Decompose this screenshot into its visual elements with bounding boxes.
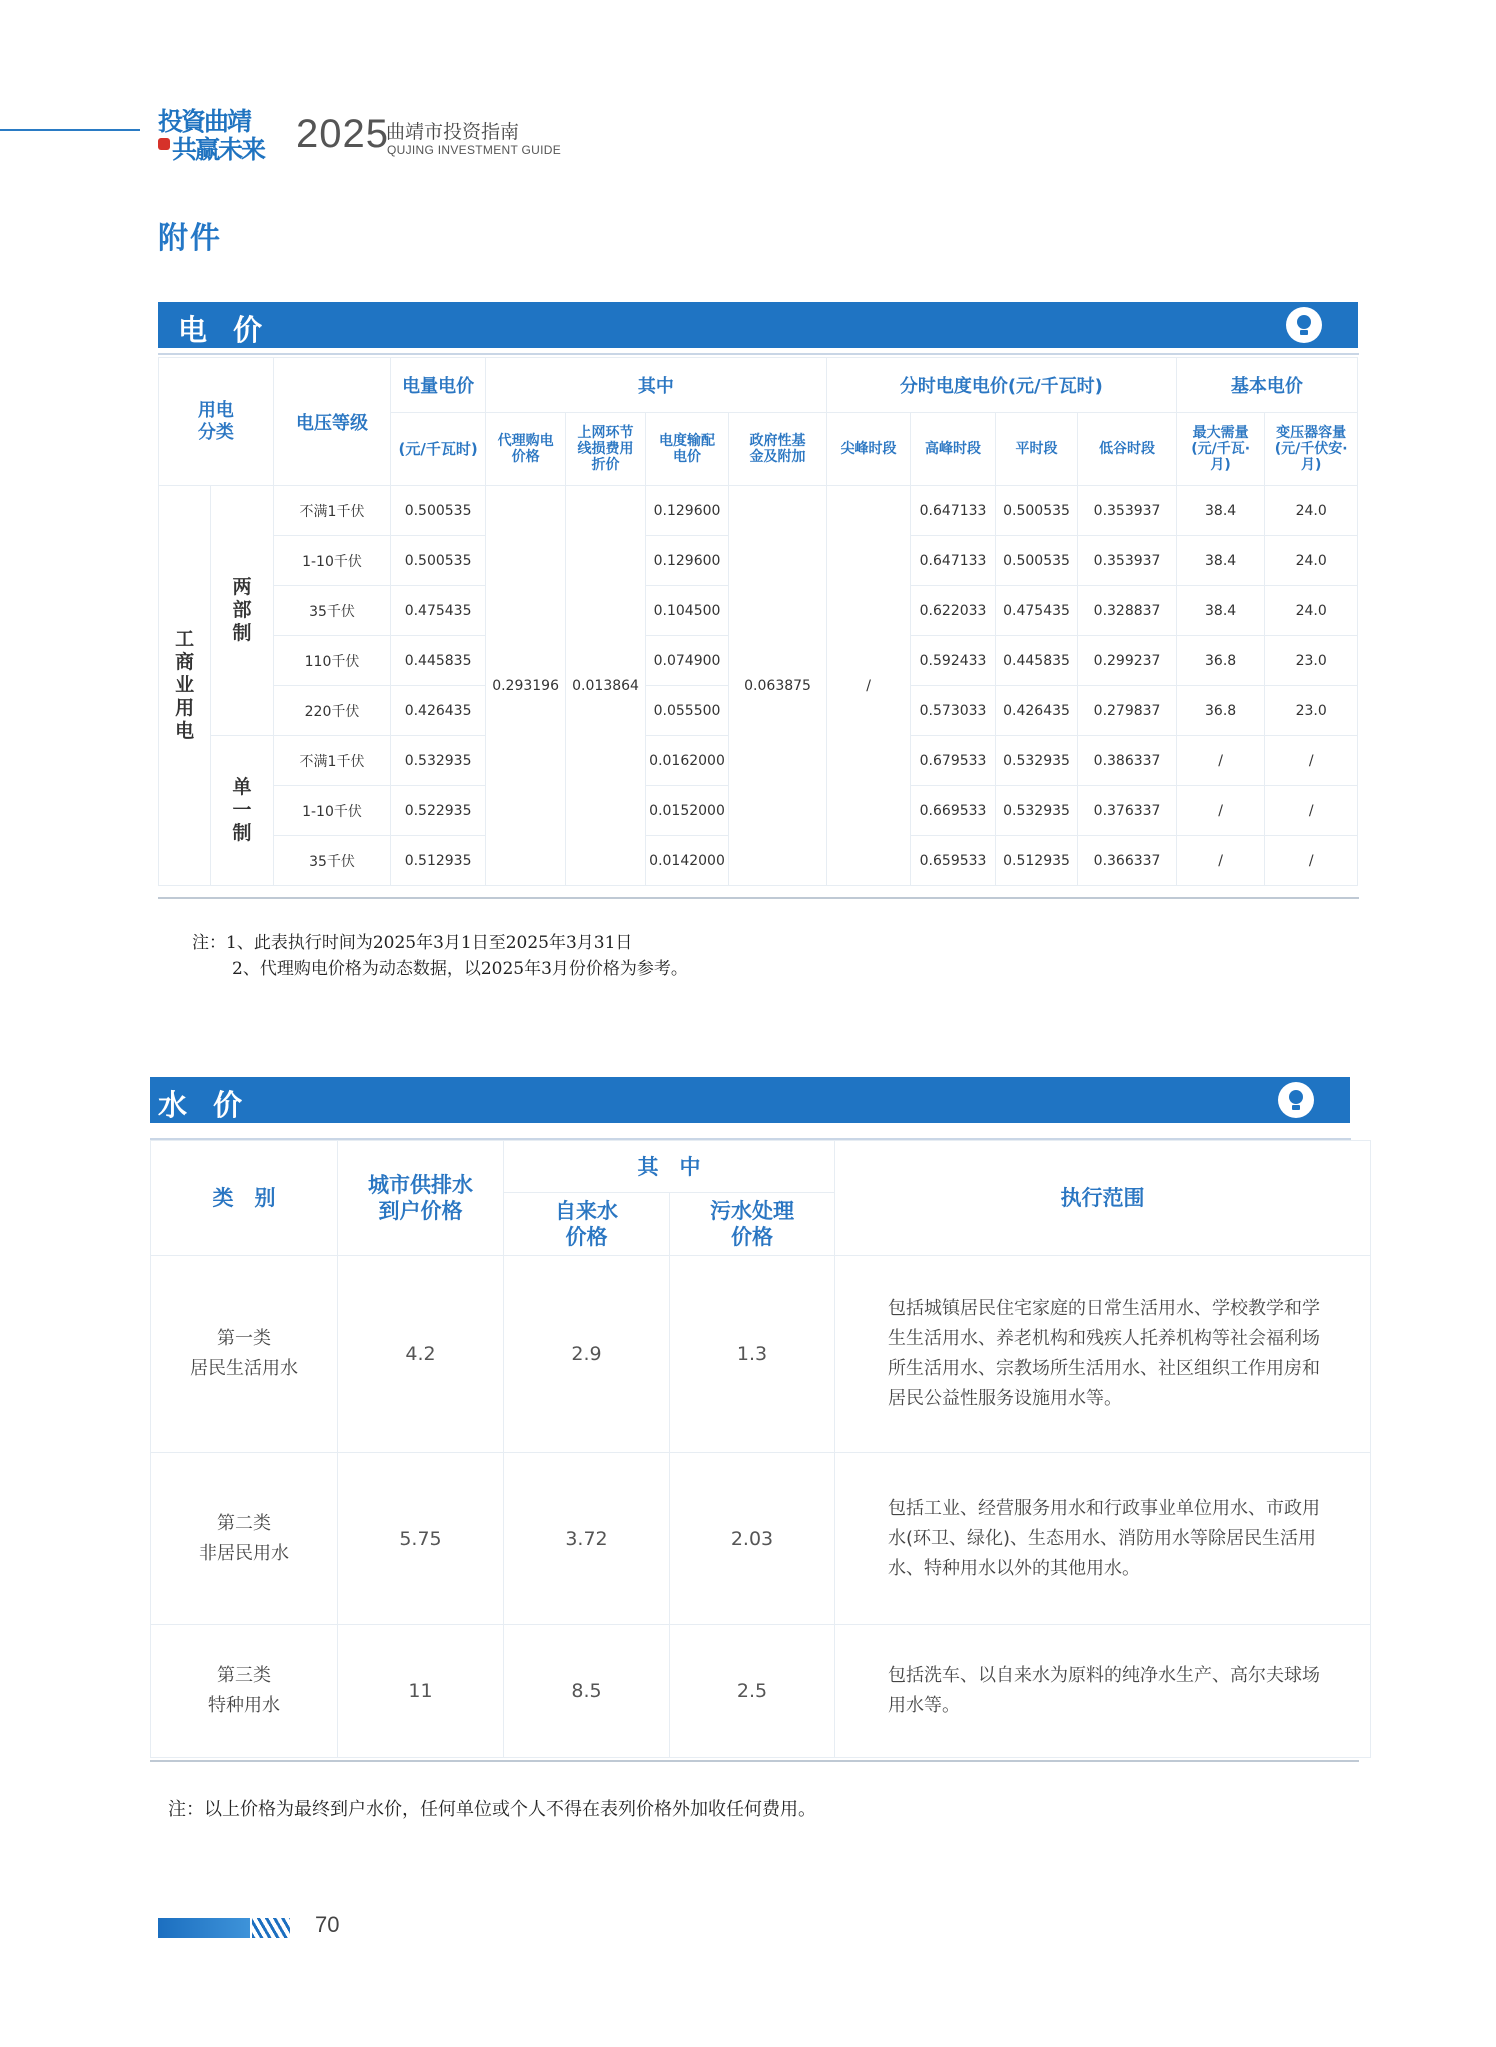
max-demand-cell: 38.4	[1176, 486, 1265, 536]
water-note: 注：以上价格为最终到户水价，任何单位或个人不得在表列价格外加收任何费用。	[168, 1799, 816, 1820]
valley-cell: 0.353937	[1078, 486, 1177, 536]
footer-stripes	[252, 1918, 290, 1938]
water-city-cell: 5.75	[338, 1453, 504, 1625]
header-peak-sharp: 尖峰时段	[826, 413, 910, 486]
water-class-cell: 第一类 居民生活用水	[151, 1256, 338, 1453]
header-transmission: 电度输配电价	[645, 413, 728, 486]
peak-cell: 0.669533	[911, 786, 995, 836]
transmission-cell: 0.055500	[645, 686, 728, 736]
electricity-section-bar	[158, 302, 1358, 348]
header-basic: 基本电价	[1176, 358, 1357, 413]
peak-cell: 0.592433	[911, 636, 995, 686]
header-energy-unit: (元/千瓦时)	[391, 413, 486, 486]
water-tap-cell: 8.5	[504, 1625, 670, 1758]
water-header-tap: 自来水价格	[504, 1193, 670, 1256]
energy-cell: 0.522935	[391, 786, 486, 836]
water-price-table	[150, 1140, 1371, 1758]
header-rule	[0, 129, 140, 131]
transformer-cell: 24.0	[1265, 586, 1358, 636]
voltage-cell: 110千伏	[273, 636, 391, 686]
voltage-cell: 35千伏	[273, 586, 391, 636]
electricity-note	[192, 930, 688, 982]
energy-cell: 0.532935	[391, 736, 486, 786]
energy-cell: 0.426435	[391, 686, 486, 736]
flat-cell: 0.512935	[995, 836, 1077, 886]
water-sewage-cell: 2.03	[670, 1453, 835, 1625]
transmission-cell: 0.0142000	[645, 836, 728, 886]
water-section-bar	[150, 1077, 1350, 1123]
peak-cell: 0.659533	[911, 836, 995, 886]
water-scope-cell: 包括城镇居民住宅家庭的日常生活用水、学校教学和学生生活用水、养老机构和残疾人托养机构等社会福利场所生活用水、宗教场所生活用水、社区组织工作用房和居民公益性服务设施用水等。	[835, 1256, 1371, 1453]
valley-cell: 0.366337	[1078, 836, 1177, 886]
transmission-cell: 0.129600	[645, 486, 728, 536]
gov-fund-cell: 0.063875	[729, 486, 827, 886]
header-peak: 高峰时段	[911, 413, 995, 486]
header-guide-cn: 曲靖市投资指南	[386, 121, 520, 143]
group-single: 单一制	[211, 736, 273, 886]
transformer-cell: /	[1265, 736, 1358, 786]
electricity-price-table	[158, 357, 1358, 886]
header-agent-purchase: 代理购电价格	[485, 413, 565, 486]
header-valley: 低谷时段	[1078, 413, 1177, 486]
water-tap-cell: 3.72	[504, 1453, 670, 1625]
transformer-cell: 24.0	[1265, 486, 1358, 536]
water-header-including: 其 中	[504, 1141, 835, 1193]
energy-cell: 0.500535	[391, 486, 486, 536]
water-header-sewage: 污水处理价格	[670, 1193, 835, 1256]
table-row	[151, 1453, 1371, 1625]
water-class-cell: 第三类 特种用水	[151, 1625, 338, 1758]
grid-loss-cell: 0.013864	[566, 486, 645, 886]
valley-cell: 0.353937	[1078, 536, 1177, 586]
header-energy-price: 电量电价	[391, 358, 486, 413]
logo-seal-icon	[158, 138, 170, 150]
page-number: 70	[315, 1912, 340, 1937]
water-tap-cell: 2.9	[504, 1256, 670, 1453]
logo	[158, 102, 283, 162]
header-category: 用电分类	[159, 358, 274, 486]
voltage-cell: 220千伏	[273, 686, 391, 736]
header-year: 2025	[296, 112, 389, 156]
energy-cell: 0.475435	[391, 586, 486, 636]
max-demand-cell: /	[1176, 786, 1265, 836]
peak-cell: 0.573033	[911, 686, 995, 736]
transmission-cell: 0.074900	[645, 636, 728, 686]
header-max-demand: 最大需量(元/千瓦·月)	[1176, 413, 1265, 486]
flat-cell: 0.500535	[995, 486, 1077, 536]
water-city-cell: 11	[338, 1625, 504, 1758]
transformer-cell: 23.0	[1265, 686, 1358, 736]
max-demand-cell: /	[1176, 836, 1265, 886]
peak-cell: 0.647133	[911, 536, 995, 586]
transformer-cell: /	[1265, 786, 1358, 836]
transformer-cell: 23.0	[1265, 636, 1358, 686]
peak-cell: 0.647133	[911, 486, 995, 536]
voltage-cell: 不满1千伏	[273, 486, 391, 536]
electricity-bar-underline	[158, 353, 1359, 355]
header-including: 其中	[485, 358, 826, 413]
water-scope-cell: 包括洗车、以自来水为原料的纯净水生产、高尔夫球场用水等。	[835, 1625, 1371, 1758]
logo-text-top: 投資曲靖	[158, 107, 251, 136]
group-two-part: 两部制	[211, 486, 273, 736]
lightbulb-icon	[1286, 307, 1322, 343]
valley-cell: 0.279837	[1078, 686, 1177, 736]
header-guide-en: QUJING INVESTMENT GUIDE	[387, 143, 562, 157]
peak-cell: 0.679533	[911, 736, 995, 786]
electricity-note-line1: 注：1、此表执行时间为2025年3月1日至2025年3月31日	[192, 933, 633, 953]
max-demand-cell: 38.4	[1176, 586, 1265, 636]
valley-cell: 0.376337	[1078, 786, 1177, 836]
table-row	[151, 1625, 1371, 1758]
flat-cell: 0.532935	[995, 736, 1077, 786]
voltage-cell: 1-10千伏	[273, 786, 391, 836]
water-sewage-cell: 2.5	[670, 1625, 835, 1758]
water-table-bottom-rule	[150, 1760, 1359, 1762]
energy-cell: 0.445835	[391, 636, 486, 686]
footer-bar	[158, 1918, 250, 1938]
flat-cell: 0.445835	[995, 636, 1077, 686]
transformer-cell: /	[1265, 836, 1358, 886]
water-scope-cell: 包括工业、经营服务用水和行政事业单位用水、市政用水(环卫、绿化)、生态用水、消防用水等除居民生活用水、特种用水以外的其他用水。	[835, 1453, 1371, 1625]
flat-cell: 0.475435	[995, 586, 1077, 636]
water-header-category: 类 别	[151, 1141, 338, 1256]
transmission-cell: 0.0152000	[645, 786, 728, 836]
page-title: 附件	[158, 221, 222, 256]
flat-cell: 0.426435	[995, 686, 1077, 736]
transformer-cell: 24.0	[1265, 536, 1358, 586]
water-header-scope: 执行范围	[835, 1141, 1371, 1256]
transmission-cell: 0.0162000	[645, 736, 728, 786]
energy-cell: 0.500535	[391, 536, 486, 586]
flat-cell: 0.500535	[995, 536, 1077, 586]
max-demand-cell: 38.4	[1176, 536, 1265, 586]
water-section-title: 水价	[158, 1088, 269, 1122]
table-row	[151, 1256, 1371, 1453]
water-header-city-price: 城市供排水到户价格	[338, 1141, 504, 1256]
flat-cell: 0.532935	[995, 786, 1077, 836]
water-city-cell: 4.2	[338, 1256, 504, 1453]
max-demand-cell: 36.8	[1176, 686, 1265, 736]
energy-cell: 0.512935	[391, 836, 486, 886]
max-demand-cell: /	[1176, 736, 1265, 786]
electricity-table-bottom-rule	[158, 897, 1359, 899]
category-commercial: 工商业用电	[159, 486, 211, 886]
valley-cell: 0.299237	[1078, 636, 1177, 686]
voltage-cell: 不满1千伏	[273, 736, 391, 786]
transmission-cell: 0.104500	[645, 586, 728, 636]
voltage-cell: 35千伏	[273, 836, 391, 886]
water-class-cell: 第二类 非居民用水	[151, 1453, 338, 1625]
valley-cell: 0.328837	[1078, 586, 1177, 636]
electricity-section-title: 电价	[178, 313, 289, 347]
table-row	[159, 486, 1358, 536]
voltage-cell: 1-10千伏	[273, 536, 391, 586]
header-grid-loss: 上网环节线损费用折价	[566, 413, 645, 486]
logo-text-bottom: 共赢未来	[172, 135, 265, 164]
header-flat: 平时段	[995, 413, 1077, 486]
peak-cell: 0.622033	[911, 586, 995, 636]
max-demand-cell: 36.8	[1176, 636, 1265, 686]
electricity-note-line2: 2、代理购电价格为动态数据，以2025年3月份价格为参考。	[232, 959, 688, 979]
water-sewage-cell: 1.3	[670, 1256, 835, 1453]
peak-sharp-cell: /	[826, 486, 910, 886]
lightbulb-icon	[1278, 1082, 1314, 1118]
header-tou: 分时电度电价(元/千瓦时)	[826, 358, 1176, 413]
header-voltage: 电压等级	[273, 358, 391, 486]
agent-purchase-cell: 0.293196	[485, 486, 565, 886]
transmission-cell: 0.129600	[645, 536, 728, 586]
valley-cell: 0.386337	[1078, 736, 1177, 786]
header-gov-fund: 政府性基金及附加	[729, 413, 827, 486]
header-transformer: 变压器容量(元/千伏安·月)	[1265, 413, 1358, 486]
